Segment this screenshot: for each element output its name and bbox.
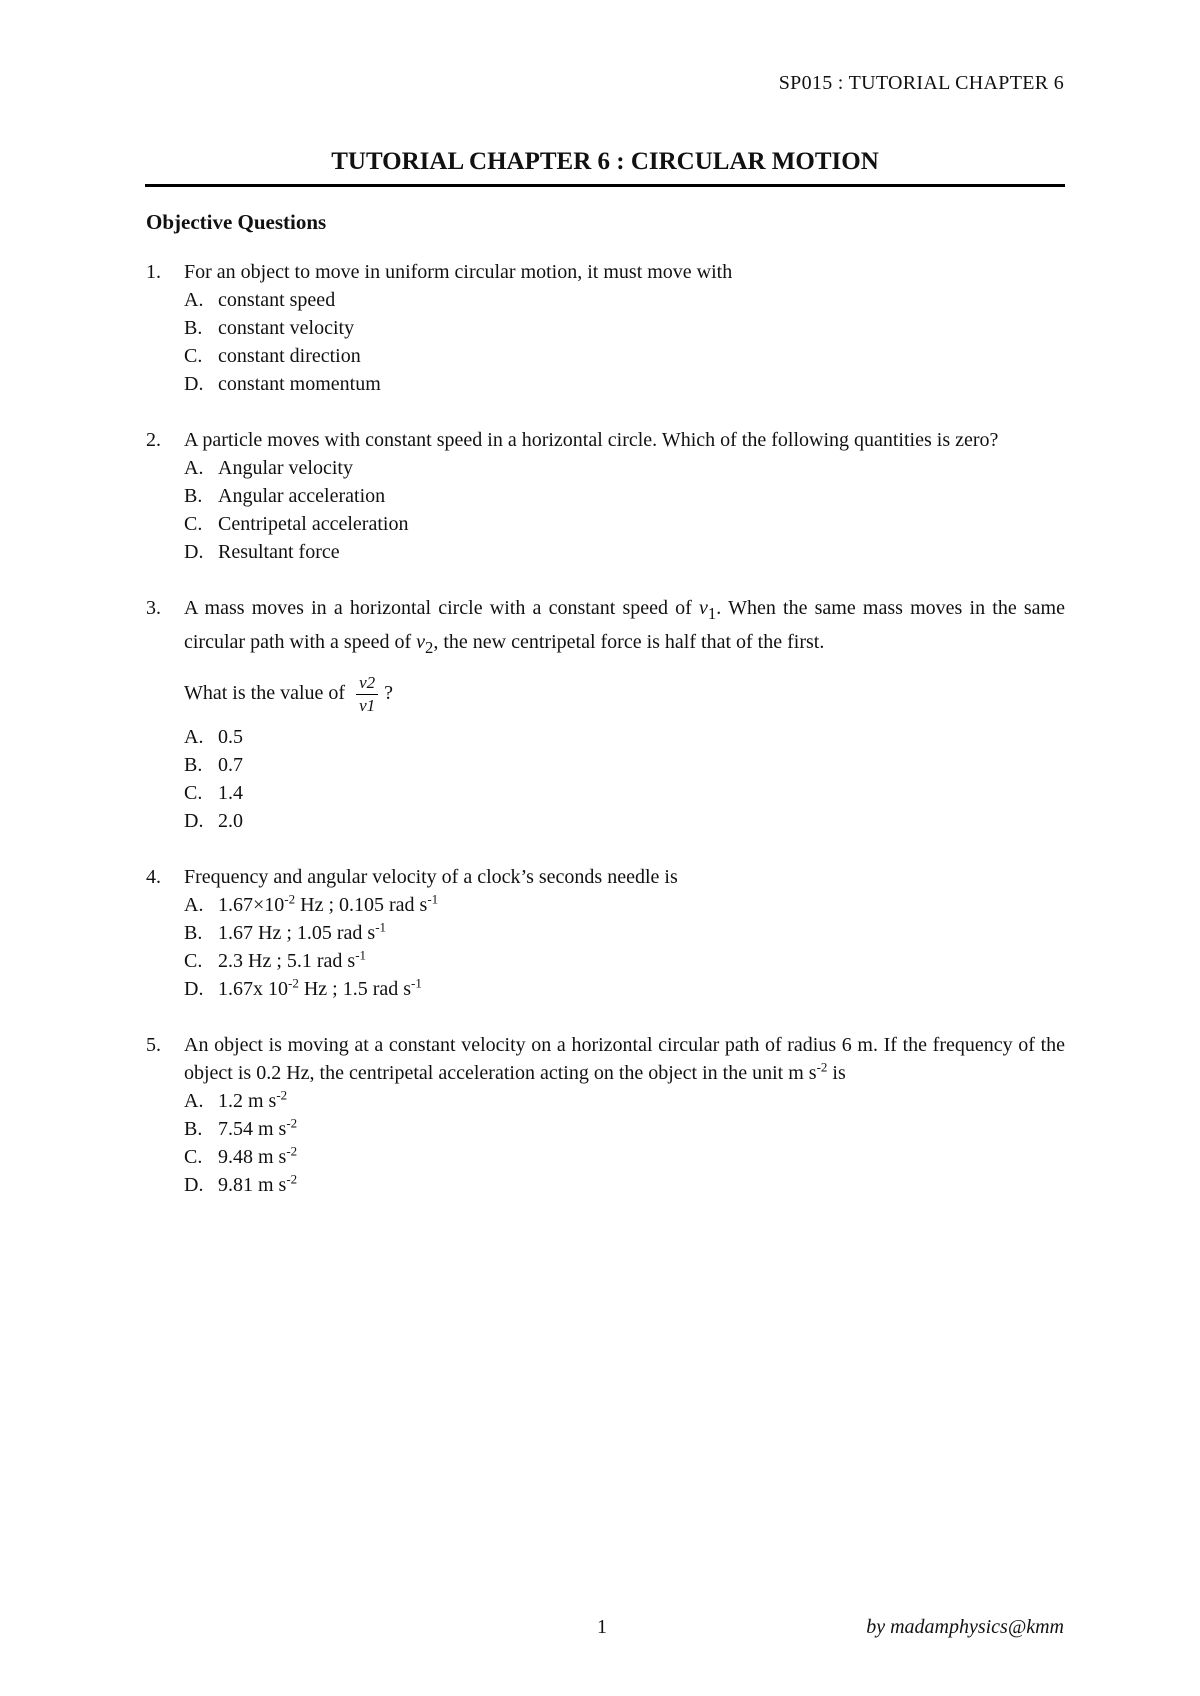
question-number: 3. xyxy=(146,597,161,619)
option-c xyxy=(184,947,1065,975)
option-b xyxy=(184,751,1065,779)
question-1 xyxy=(146,258,1065,398)
option-letter: D. xyxy=(184,810,204,832)
section-heading: Objective Questions xyxy=(146,210,327,234)
ratio-question-text: What is the value of xyxy=(184,682,346,705)
option-text: 1.67 Hz ; 1.05 rad $s^{-1}$ xyxy=(218,919,387,944)
option-d xyxy=(184,807,1065,835)
option-letter: B. xyxy=(184,485,203,507)
option-letter: A. xyxy=(184,726,204,748)
option-d xyxy=(184,975,1065,1003)
option-b xyxy=(184,919,1065,947)
question-number: 4. xyxy=(146,866,161,888)
option-text: 7.54 m $s^{-2}$ xyxy=(218,1115,298,1140)
option-letter: B. xyxy=(184,1118,203,1140)
option-letter: D. xyxy=(184,978,204,1000)
option-text: $1.67\times 10^{-2}$ Hz ; 0.105 rad $s^{-1}$ xyxy=(218,891,439,916)
fraction xyxy=(356,672,378,717)
option-text: constant momentum xyxy=(218,373,381,395)
option-letter: B. xyxy=(184,317,203,339)
option-text: 9.81 m $s^{-2}$ xyxy=(218,1171,298,1196)
option-text: 0.5 xyxy=(218,726,243,748)
option-text: constant direction xyxy=(218,345,361,367)
option-letter: C. xyxy=(184,782,203,804)
question-stem xyxy=(184,594,1065,662)
question-stem: An object is moving at a constant velocity on a horizontal circular path of radius 6 m. If the frequency of the object is 0.2 Hz, the centripetal acceleration acting on the object in the unit m $s^{-2}$ is xyxy=(184,1034,1065,1084)
stem-part: . When the same mass moves in the same circular path with a speed of xyxy=(184,597,1065,653)
option-text: 1.4 xyxy=(218,782,243,804)
option-b xyxy=(184,1115,1065,1143)
page-title: TUTORIAL CHAPTER 6 : CIRCULAR MOTION xyxy=(331,148,879,175)
option-letter: A. xyxy=(184,457,204,479)
question-number: 5. xyxy=(146,1034,161,1056)
option-d xyxy=(184,370,1065,398)
option-text: 1.2 m $s^{-2}$ xyxy=(218,1087,288,1112)
option-a xyxy=(184,454,1065,482)
question-5 xyxy=(146,1031,1065,1199)
option-text: 1.67x $10^{-2}$ Hz ; 1.5 rad $s^{-1}$ xyxy=(218,975,422,1000)
option-b xyxy=(184,482,1065,510)
option-text: 2.0 xyxy=(218,810,243,832)
fraction-numerator: v2 xyxy=(356,672,378,695)
fraction-denominator: v1 xyxy=(359,696,376,715)
option-a xyxy=(184,891,1065,919)
option-d xyxy=(184,538,1065,566)
question-stem: Frequency and angular velocity of a clock’s seconds needle is xyxy=(184,866,678,888)
option-letter: B. xyxy=(184,922,203,944)
option-letter: A. xyxy=(184,1090,204,1112)
question-2 xyxy=(146,426,1065,566)
subscript: 1 xyxy=(707,604,717,623)
option-letter: C. xyxy=(184,950,203,972)
option-letter: A. xyxy=(184,289,204,311)
question-stem: A particle moves with constant speed in a horizontal circle. Which of the following quantities is zero? xyxy=(184,429,999,451)
option-c xyxy=(184,342,1065,370)
option-letter: D. xyxy=(184,1174,204,1196)
option-letter: C. xyxy=(184,513,203,535)
question-4 xyxy=(146,863,1065,1003)
option-a xyxy=(184,286,1065,314)
option-c xyxy=(184,510,1065,538)
option-text: Angular acceleration xyxy=(218,485,386,507)
option-letter: D. xyxy=(184,541,204,563)
stem-part: , the new centripetal force is half that of the first. xyxy=(433,631,825,653)
option-text: 0.7 xyxy=(218,754,243,776)
option-a xyxy=(184,723,1065,751)
running-header: SP015 : TUTORIAL CHAPTER 6 xyxy=(778,72,1064,94)
option-c xyxy=(184,1143,1065,1171)
author-credit: by madamphysics@kmm xyxy=(866,1616,1064,1638)
option-letter: D. xyxy=(184,373,204,395)
option-text: Centripetal acceleration xyxy=(218,513,409,535)
option-a xyxy=(184,1087,1065,1115)
option-text: Resultant force xyxy=(218,541,340,563)
questions-list xyxy=(146,258,1065,1227)
variable-v1: v xyxy=(699,597,708,619)
variable-v2: v xyxy=(416,631,426,653)
subscript: 2 xyxy=(425,638,434,657)
stem-part: A mass moves in a horizontal circle with a constant speed of xyxy=(184,597,700,619)
option-letter: A. xyxy=(184,894,204,916)
option-c xyxy=(184,779,1065,807)
option-d xyxy=(184,1171,1065,1199)
option-letter: B. xyxy=(184,754,203,776)
option-text: constant speed xyxy=(218,289,336,311)
option-letter: C. xyxy=(184,345,203,367)
question-number: 2. xyxy=(146,429,161,451)
option-text: 2.3 Hz ; 5.1 rad $s^{-1}$ xyxy=(218,947,367,972)
option-letter: C. xyxy=(184,1146,203,1168)
ratio-question xyxy=(184,672,1065,717)
option-b xyxy=(184,314,1065,342)
option-text: 9.48 m $s^{-2}$ xyxy=(218,1143,298,1168)
title-underline xyxy=(145,184,1065,187)
question-3 xyxy=(146,594,1065,835)
option-text: Angular velocity xyxy=(218,457,353,479)
question-number: 1. xyxy=(146,261,161,283)
option-text: constant velocity xyxy=(218,317,355,339)
page-number: 1 xyxy=(597,1616,607,1638)
question-stem: For an object to move in uniform circular motion, it must move with xyxy=(184,261,733,283)
question-mark: ? xyxy=(384,682,393,705)
